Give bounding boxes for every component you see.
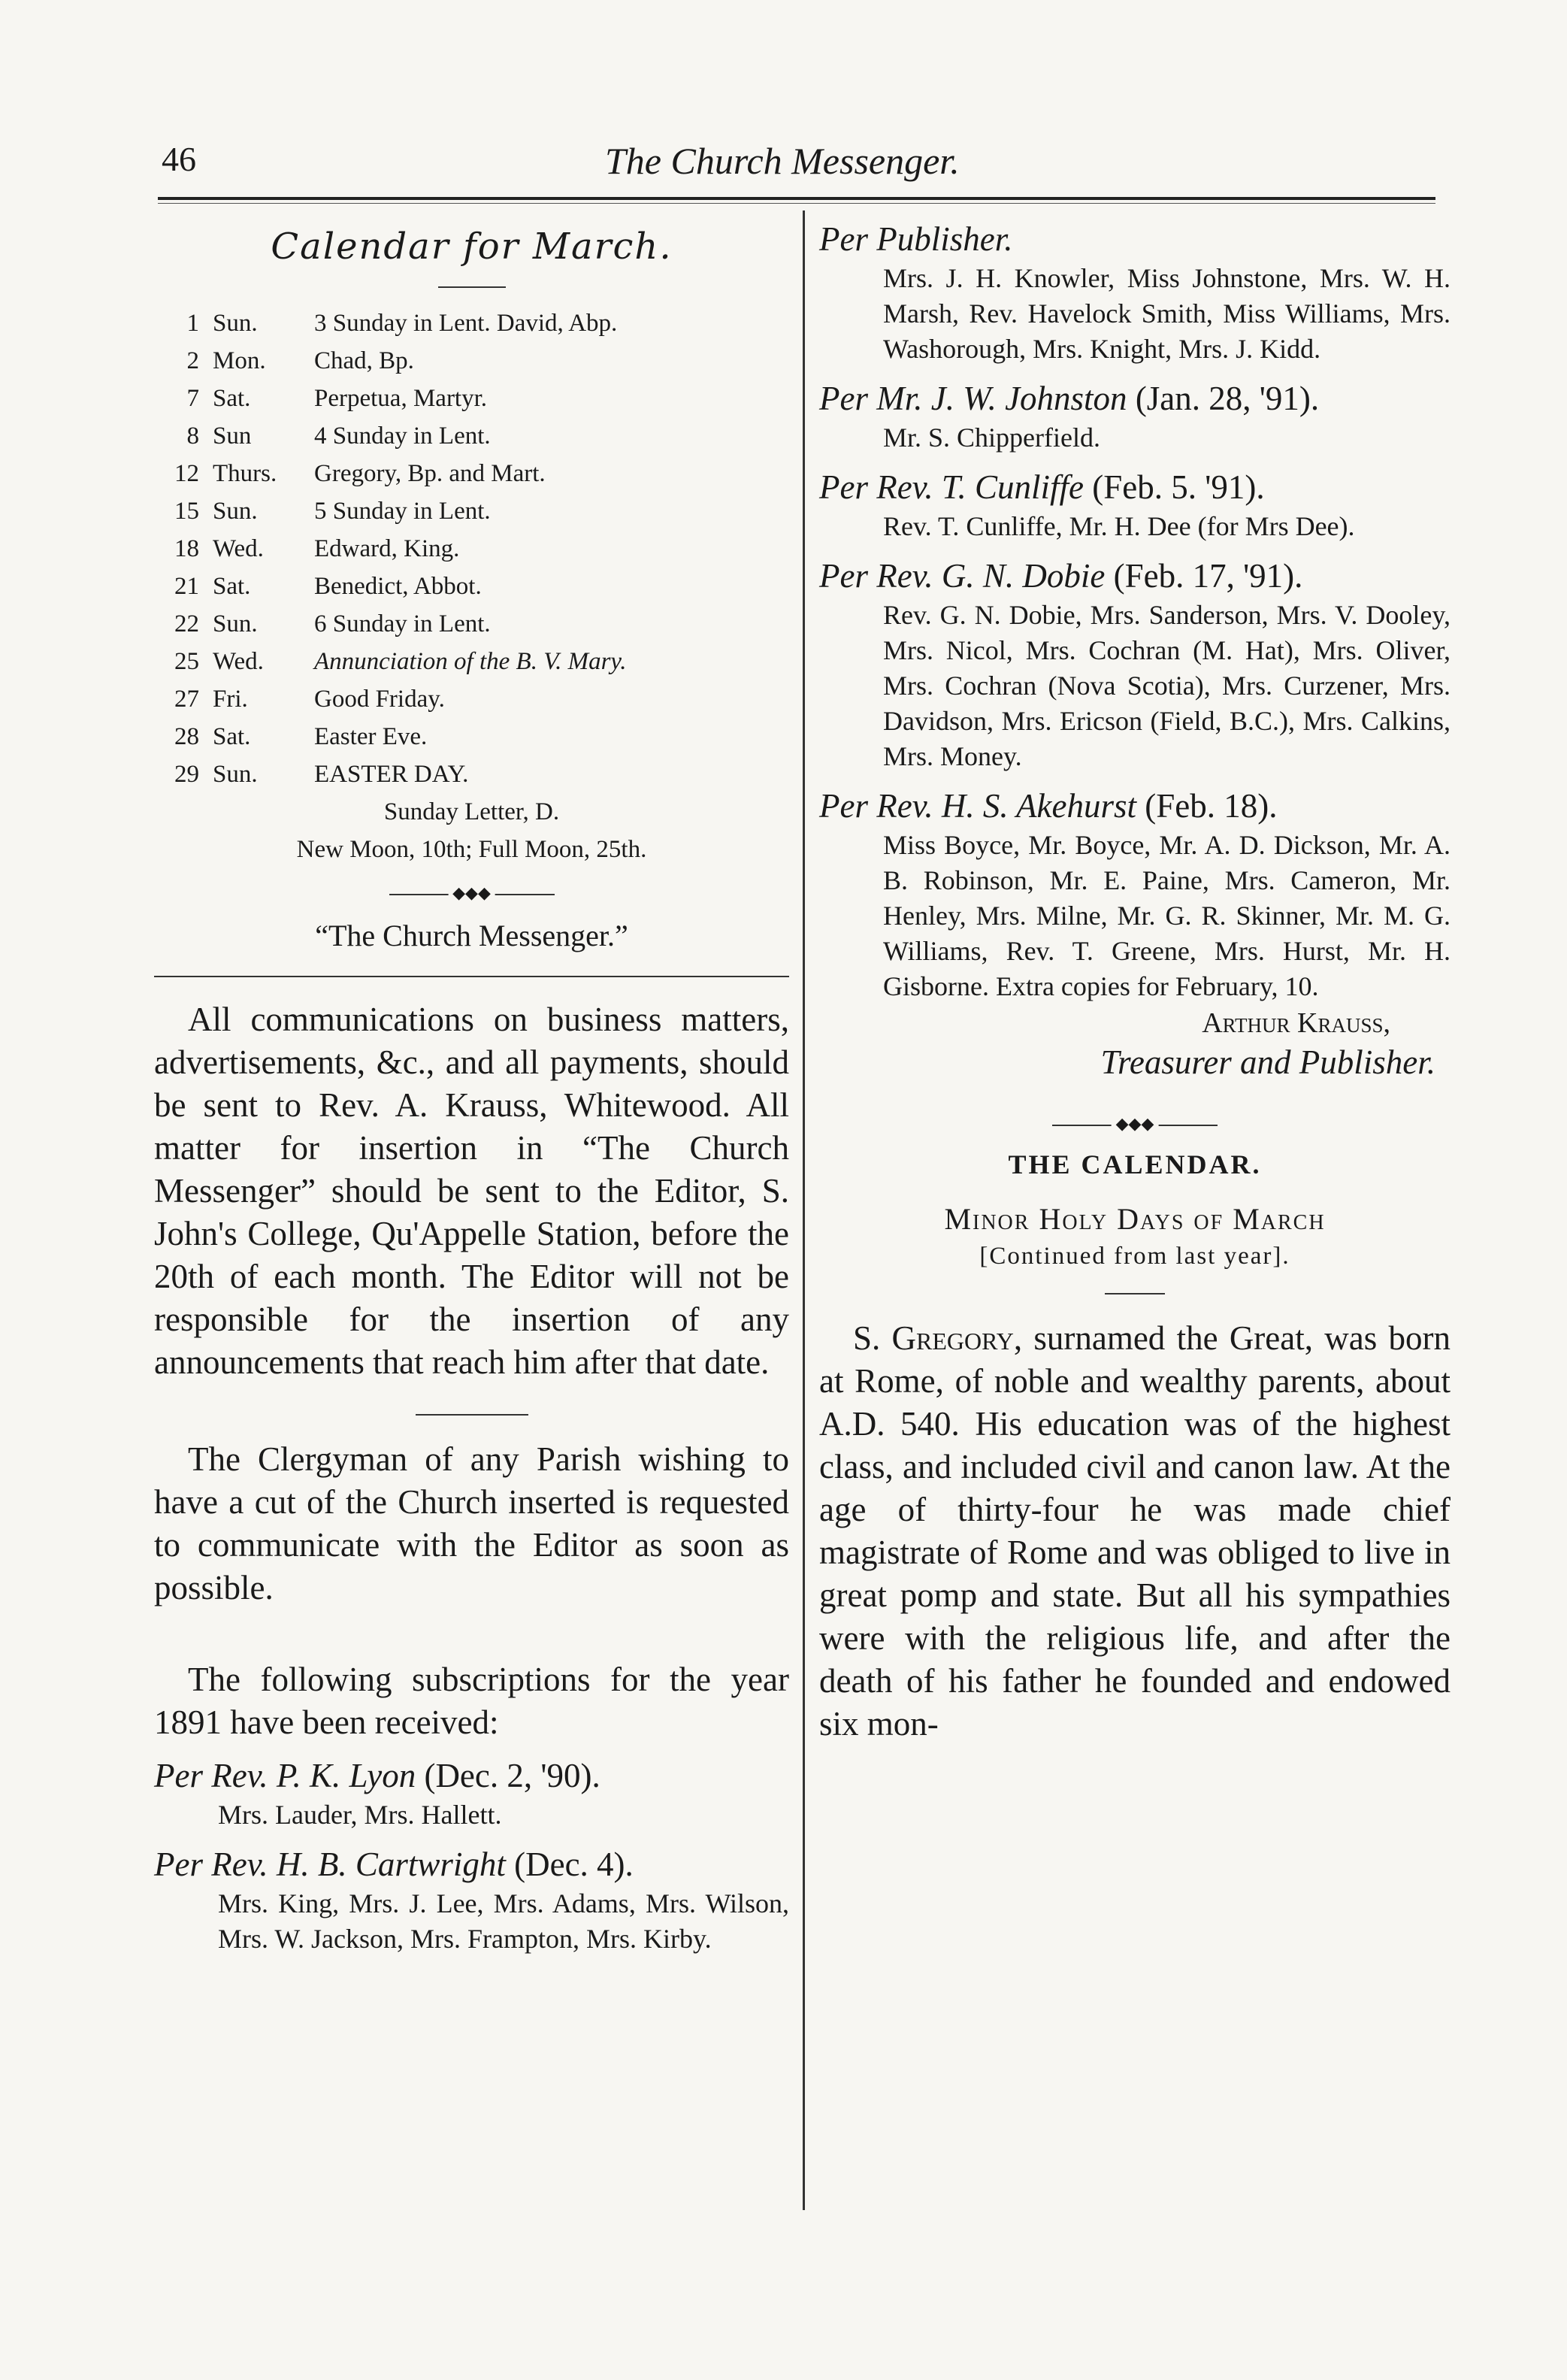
- subscription-entry: [819, 785, 1451, 1004]
- per-label: Per: [819, 220, 868, 258]
- signature-name: Arthur Krauss,: [1202, 1007, 1390, 1039]
- calendar-day: Sun.: [213, 610, 258, 637]
- ornament-divider: [389, 883, 555, 902]
- calendar-num: 18: [174, 535, 199, 562]
- calendar-row: [154, 568, 789, 605]
- calendar-event: Gregory, Bp. and Mart.: [314, 460, 546, 487]
- collection-date: (Dec. 4).: [514, 1846, 634, 1883]
- subscription-list-left: [154, 1755, 789, 1957]
- subscription-entry: [819, 555, 1451, 774]
- calendar-row: [154, 304, 789, 342]
- moon-phases: New Moon, 10th; Full Moon, 25th.: [296, 836, 647, 863]
- right-column: [819, 218, 1451, 1746]
- per-label: Per: [819, 380, 868, 417]
- calendar-row: [154, 643, 789, 680]
- gregory-text: surnamed the Great, was born at Rome, of noble and wealthy parents, about A.D. 540. His education was of the highest class, and included civil and canon law. At the age of thirty-four he was made chief magistrate of Rome and was obliged to live in great pomp and state. But all his sympathies were with the religious life, and after the death of his father he founded and endowed six mon-: [819, 1319, 1451, 1743]
- calendar-heading: Calendar for March.: [271, 226, 673, 268]
- subscriber-names: Mrs. King, Mrs. J. Lee, Mrs. Adams, Mrs. Wilson, Mrs. W. Jackson, Mrs. Frampton, Mrs. Kirby.: [218, 1888, 789, 1954]
- subscription-entry: [154, 1843, 789, 1957]
- subscriber-names: Mrs. Lauder, Mrs. Hallett.: [218, 1800, 502, 1830]
- short-rule: [1105, 1293, 1165, 1294]
- calendar-day: Thurs.: [213, 460, 277, 487]
- calendar-table: [154, 304, 789, 793]
- subscription-entry: [819, 377, 1451, 456]
- short-rule: [438, 286, 506, 288]
- calendar-article-subtitle: Minor Holy Days of March: [944, 1202, 1326, 1236]
- calendar-day: Wed.: [213, 648, 264, 675]
- subscription-collector: [819, 377, 1451, 420]
- collector-name: Rev. P. K. Lyon: [211, 1757, 416, 1794]
- collection-date: (Jan. 28, '91).: [1135, 380, 1320, 417]
- calendar-day: Sun.: [213, 761, 258, 788]
- collector-name: Rev. G. N. Dobie: [876, 557, 1106, 595]
- subscriber-names: Rev. T. Cunliffe, Mr. H. Dee (for Mrs Dee).: [883, 511, 1355, 541]
- calendar-row: [154, 492, 789, 530]
- calendar-row: [154, 755, 789, 793]
- ornament-icon: ◆◆◆: [1112, 1114, 1159, 1134]
- sunday-letter: Sunday Letter, D.: [383, 798, 560, 825]
- calendar-row: [154, 417, 789, 455]
- collector-name: Rev. T. Cunliffe: [876, 468, 1084, 506]
- collector-name: Rev. H. S. Akehurst: [876, 787, 1136, 825]
- calendar-num: 7: [186, 385, 199, 412]
- subscriber-names: Mr. S. Chipperfield.: [883, 422, 1100, 453]
- continued-note: [Continued from last year].: [979, 1243, 1290, 1270]
- calendar-num: 1: [186, 310, 199, 337]
- calendar-day: Wed.: [213, 535, 264, 562]
- subscription-list-right: [819, 218, 1451, 1004]
- gregory-paragraph: [819, 1317, 1451, 1746]
- calendar-num: 27: [174, 686, 199, 713]
- calendar-event: EASTER DAY.: [314, 761, 469, 788]
- calendar-event: 3 Sunday in Lent. David, Abp.: [314, 310, 618, 337]
- calendar-num: 28: [174, 723, 199, 750]
- collection-date: (Feb. 5. '91).: [1092, 468, 1265, 506]
- calendar-num: 25: [174, 648, 199, 675]
- subscription-entry: [819, 218, 1451, 367]
- calendar-event: Annunciation of the B. V. Mary.: [314, 648, 627, 675]
- per-label: Per: [819, 468, 868, 506]
- calendar-num: 22: [174, 610, 199, 637]
- calendar-event: 4 Sunday in Lent.: [314, 422, 491, 450]
- calendar-row: [154, 342, 789, 380]
- header-rule: [158, 197, 1435, 200]
- calendar-num: 21: [174, 573, 199, 600]
- calendar-event: Benedict, Abbot.: [314, 573, 482, 600]
- calendar-day: Sun.: [213, 310, 258, 337]
- calendar-row: [154, 718, 789, 755]
- calendar-row: [154, 605, 789, 643]
- calendar-num: 15: [174, 498, 199, 525]
- running-title: The Church Messenger.: [605, 140, 960, 182]
- calendar-event: Chad, Bp.: [314, 347, 414, 374]
- calendar-event: 6 Sunday in Lent.: [314, 610, 491, 637]
- subscription-collector: [154, 1755, 789, 1797]
- ornament-icon: ◆◆◆: [448, 883, 495, 903]
- subscriber-names: Mrs. J. H. Knowler, Miss Johnstone, Mrs. W. H. Marsh, Rev. Havelock Smith, Miss Williams, Mrs. Washorough, Mrs. Knight, Mrs. J. Kidd.: [883, 263, 1451, 364]
- subscription-entry: [819, 466, 1451, 544]
- per-label: Per: [819, 787, 868, 825]
- subscription-collector: [819, 785, 1451, 828]
- calendar-day: Sat.: [213, 573, 251, 600]
- calendar-event: Easter Eve.: [314, 723, 428, 750]
- calendar-day: Sat.: [213, 385, 251, 412]
- calendar-article-title: THE CALENDAR.: [1008, 1149, 1262, 1179]
- calendar-event: Edward, King.: [314, 535, 460, 562]
- messenger-notice-title: “The Church Messenger.”: [315, 919, 628, 952]
- calendar-row: [154, 530, 789, 568]
- collection-date: (Dec. 2, '90).: [424, 1757, 600, 1794]
- calendar-row: [154, 455, 789, 492]
- calendar-row: [154, 680, 789, 718]
- collector-name: Rev. H. B. Cartwright: [211, 1846, 506, 1883]
- signature-title: Treasurer and Publisher.: [1100, 1043, 1435, 1081]
- calendar-day: Fri.: [213, 686, 248, 713]
- collection-date: (Feb. 17, '91).: [1113, 557, 1303, 595]
- short-rule: [416, 1414, 528, 1416]
- subscription-collector: [819, 466, 1451, 509]
- calendar-event: Good Friday.: [314, 686, 445, 713]
- calendar-day: Sat.: [213, 723, 251, 750]
- calendar-event: Perpetua, Martyr.: [314, 385, 488, 412]
- section-rule: [154, 976, 789, 977]
- calendar-num: 2: [186, 347, 199, 374]
- subscriber-names: Miss Boyce, Mr. Boyce, Mr. A. D. Dickson, Mr. A. B. Robinson, Mr. E. Paine, Mrs. Cameron, Mr. Henley, Mrs. Milne, Mr. G. R. Skinner, Mr. M. G. Williams, Rev. T. Greene, Mrs. Hurst, Mr. H. Gisborne. Extra copies for February, 10.: [883, 830, 1451, 1001]
- subscription-entry: [154, 1755, 789, 1833]
- calendar-num: 8: [186, 422, 199, 450]
- header-rule-thin: [158, 203, 1435, 204]
- page-header: [162, 139, 1432, 192]
- subscriptions-intro: The following subscriptions for the year 1891 have been received:: [154, 1661, 789, 1741]
- collector-name: Mr. J. W. Johnston: [876, 380, 1127, 417]
- collection-date: (Feb. 18).: [1145, 787, 1278, 825]
- messenger-notice-text: All communications on business matters, advertisements, &c., and all payments, should be sent to Rev. A. Krauss, Whitewood. All matter for insertion in “The Church Messenger” should be sent to the Editor, S. John's College, Qu'Appelle Station, before the 20th of each month. The Editor will not be responsible for the insertion of any announcements that reach him after that date.: [154, 1001, 789, 1381]
- calendar-row: [154, 380, 789, 417]
- calendar-num: 12: [174, 460, 199, 487]
- per-label: Per: [819, 557, 868, 595]
- subscription-collector: [819, 218, 1451, 261]
- spacer: [154, 1609, 789, 1658]
- subscription-collector: [819, 555, 1451, 598]
- subscription-collector: [154, 1843, 789, 1886]
- left-column: [154, 218, 789, 1957]
- column-divider: [803, 210, 805, 2210]
- per-label: Per: [154, 1846, 203, 1883]
- calendar-num: 29: [174, 761, 199, 788]
- per-label: Per: [154, 1757, 203, 1794]
- calendar-event: 5 Sunday in Lent.: [314, 498, 491, 525]
- calendar-day: Sun: [213, 422, 252, 450]
- subscriber-names: Rev. G. N. Dobie, Mrs. Sanderson, Mrs. V. Dooley, Mrs. Nicol, Mrs. Cochran (M. Hat), Mrs. Oliver, Mrs. Cochran (Nova Scotia), Mrs. Curzener, Mrs. Davidson, Mrs. Ericson (Field, B.C.), Mrs. Calkins, Mrs. Money.: [883, 600, 1451, 771]
- calendar-day: Sun.: [213, 498, 258, 525]
- calendar-day: Mon.: [213, 347, 266, 374]
- clergy-notice-text: The Clergyman of any Parish wishing to have a cut of the Church inserted is requested to communicate with the Editor as soon as possible.: [154, 1440, 789, 1606]
- page-number: 46: [162, 140, 196, 178]
- ornament-divider: [1052, 1114, 1218, 1133]
- gregory-lead: S. Gregory,: [853, 1319, 1023, 1357]
- collector-name: Publisher.: [876, 220, 1013, 258]
